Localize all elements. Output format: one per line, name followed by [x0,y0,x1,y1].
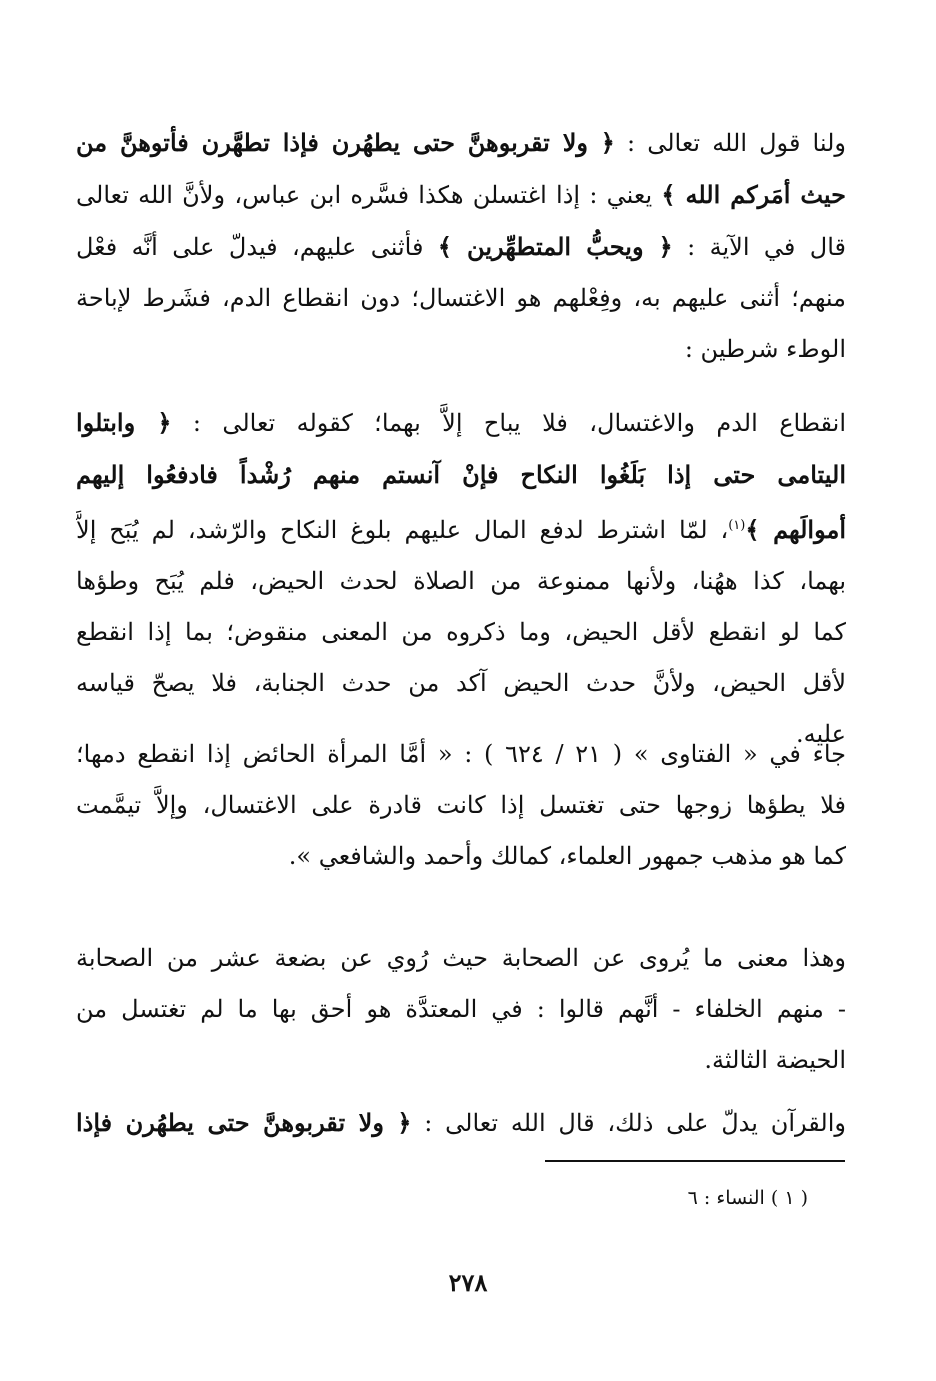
text-line [76,169,846,221]
text-line: بهما، كذا ههُنا، ولأنها ممنوعة من الصلاة لحدث الحيض، فلم يُبَح وطؤها [76,567,846,595]
footnote: ( ١ ) النساء : ٦ [687,1187,808,1209]
paragraph-1 [76,117,846,375]
text-line: جاء في « الفتاوى » ( ٢١ / ٦٢٤ ) : « أمَّا المرأة الحائض إذا انقطع دمها؛ [76,740,846,768]
text-line [76,117,846,169]
paragraph-5 [76,1097,846,1149]
text-run: انقطاع الدم والاغتسال، فلا يباح إلاَّ بهما؛ كقوله تعالى : [171,409,846,437]
text-line: - منهم الخلفاء - أنَّهم قالوا : في المعتدَّة هو أحق بها ما لم تغتسل من [76,995,846,1023]
quran-verse: ﴿ ويحبُّ المتطهِّرين ﴾ [437,232,673,261]
text-line [76,1097,846,1149]
quran-verse: حيث أمَركم الله ﴾ [661,180,846,209]
text-line: وهذا معنى ما يُروى عن الصحابة حيث رُوي عن بضعة عشر من الصحابة [76,944,846,972]
text-line: فلا يطؤها زوجها حتى تغتسل إذا كانت قادرة على الاغتسال، وإلاَّ تيمَّمت [76,791,846,819]
paragraph-3 [76,729,846,882]
text-run: ولنا قول الله تعالى : [614,129,846,157]
quran-verse-line: اليتامى حتى إذا بَلَغُوا النكاح فإنْ آنستم منهم رُشْداً فادفعُوا إليهم [76,460,846,489]
paragraph-4 [76,933,846,1086]
paragraph-2 [76,397,846,760]
text-line [76,500,846,556]
text-line: عليه. [795,720,846,748]
text-line [76,397,846,449]
text-line: الوطء شرطين : [684,335,846,363]
text-run: فأثنى عليهم، فيدلّ على أنَّه فعْل [76,233,438,261]
text-run: يعني : إذا اغتسلن هكذا فسَّره ابن عباس، ولأنَّ الله تعالى [76,181,662,209]
page-number: ٢٧٨ [448,1268,488,1297]
text-line: لأقل الحيض، ولأنَّ حدث الحيض آكد من حدث الجنابة، فلا يصحّ قياسه [76,669,846,697]
text-line: منهم؛ أثنى عليهم به، وفِعْلهم هو الاغتسال؛ دون انقطاع الدم، فشَرط لإباحة [76,284,846,312]
quran-verse: ﴿ ولا تقربوهنَّ حتى يطهُرن فإذا تطهَّرن فأتوهنَّ من [76,128,615,157]
text-run: ، لمّا اشترط لدفع المال عليهم بلوغ النكاح والرّشد، لم يُبَح إلاَّ [76,516,729,544]
quran-verse: ﴿ ولا تقربوهنَّ حتى يطهُرن فإذا [76,1108,412,1137]
text-line [76,221,846,273]
quran-verse: أموالَهم ﴾ [745,515,846,544]
footnote-divider [545,1160,845,1162]
text-line: كما لو انقطع لأقل الحيض، وما ذكروه من المعنى منقوض؛ بما إذا انقطع [76,618,846,646]
footnote-marker: (١) [728,518,746,533]
text-line: الحيضة الثالثة. [704,1046,846,1074]
quran-verse: ﴿ وابتلوا [76,408,172,437]
text-line: كما هو مذهب جمهور العلماء، كمالك وأحمد والشافعي ». [288,842,846,870]
text-run: والقرآن يدلّ على ذلك، قال الله تعالى : [411,1109,846,1137]
text-run: قال في الآية : [672,233,846,261]
